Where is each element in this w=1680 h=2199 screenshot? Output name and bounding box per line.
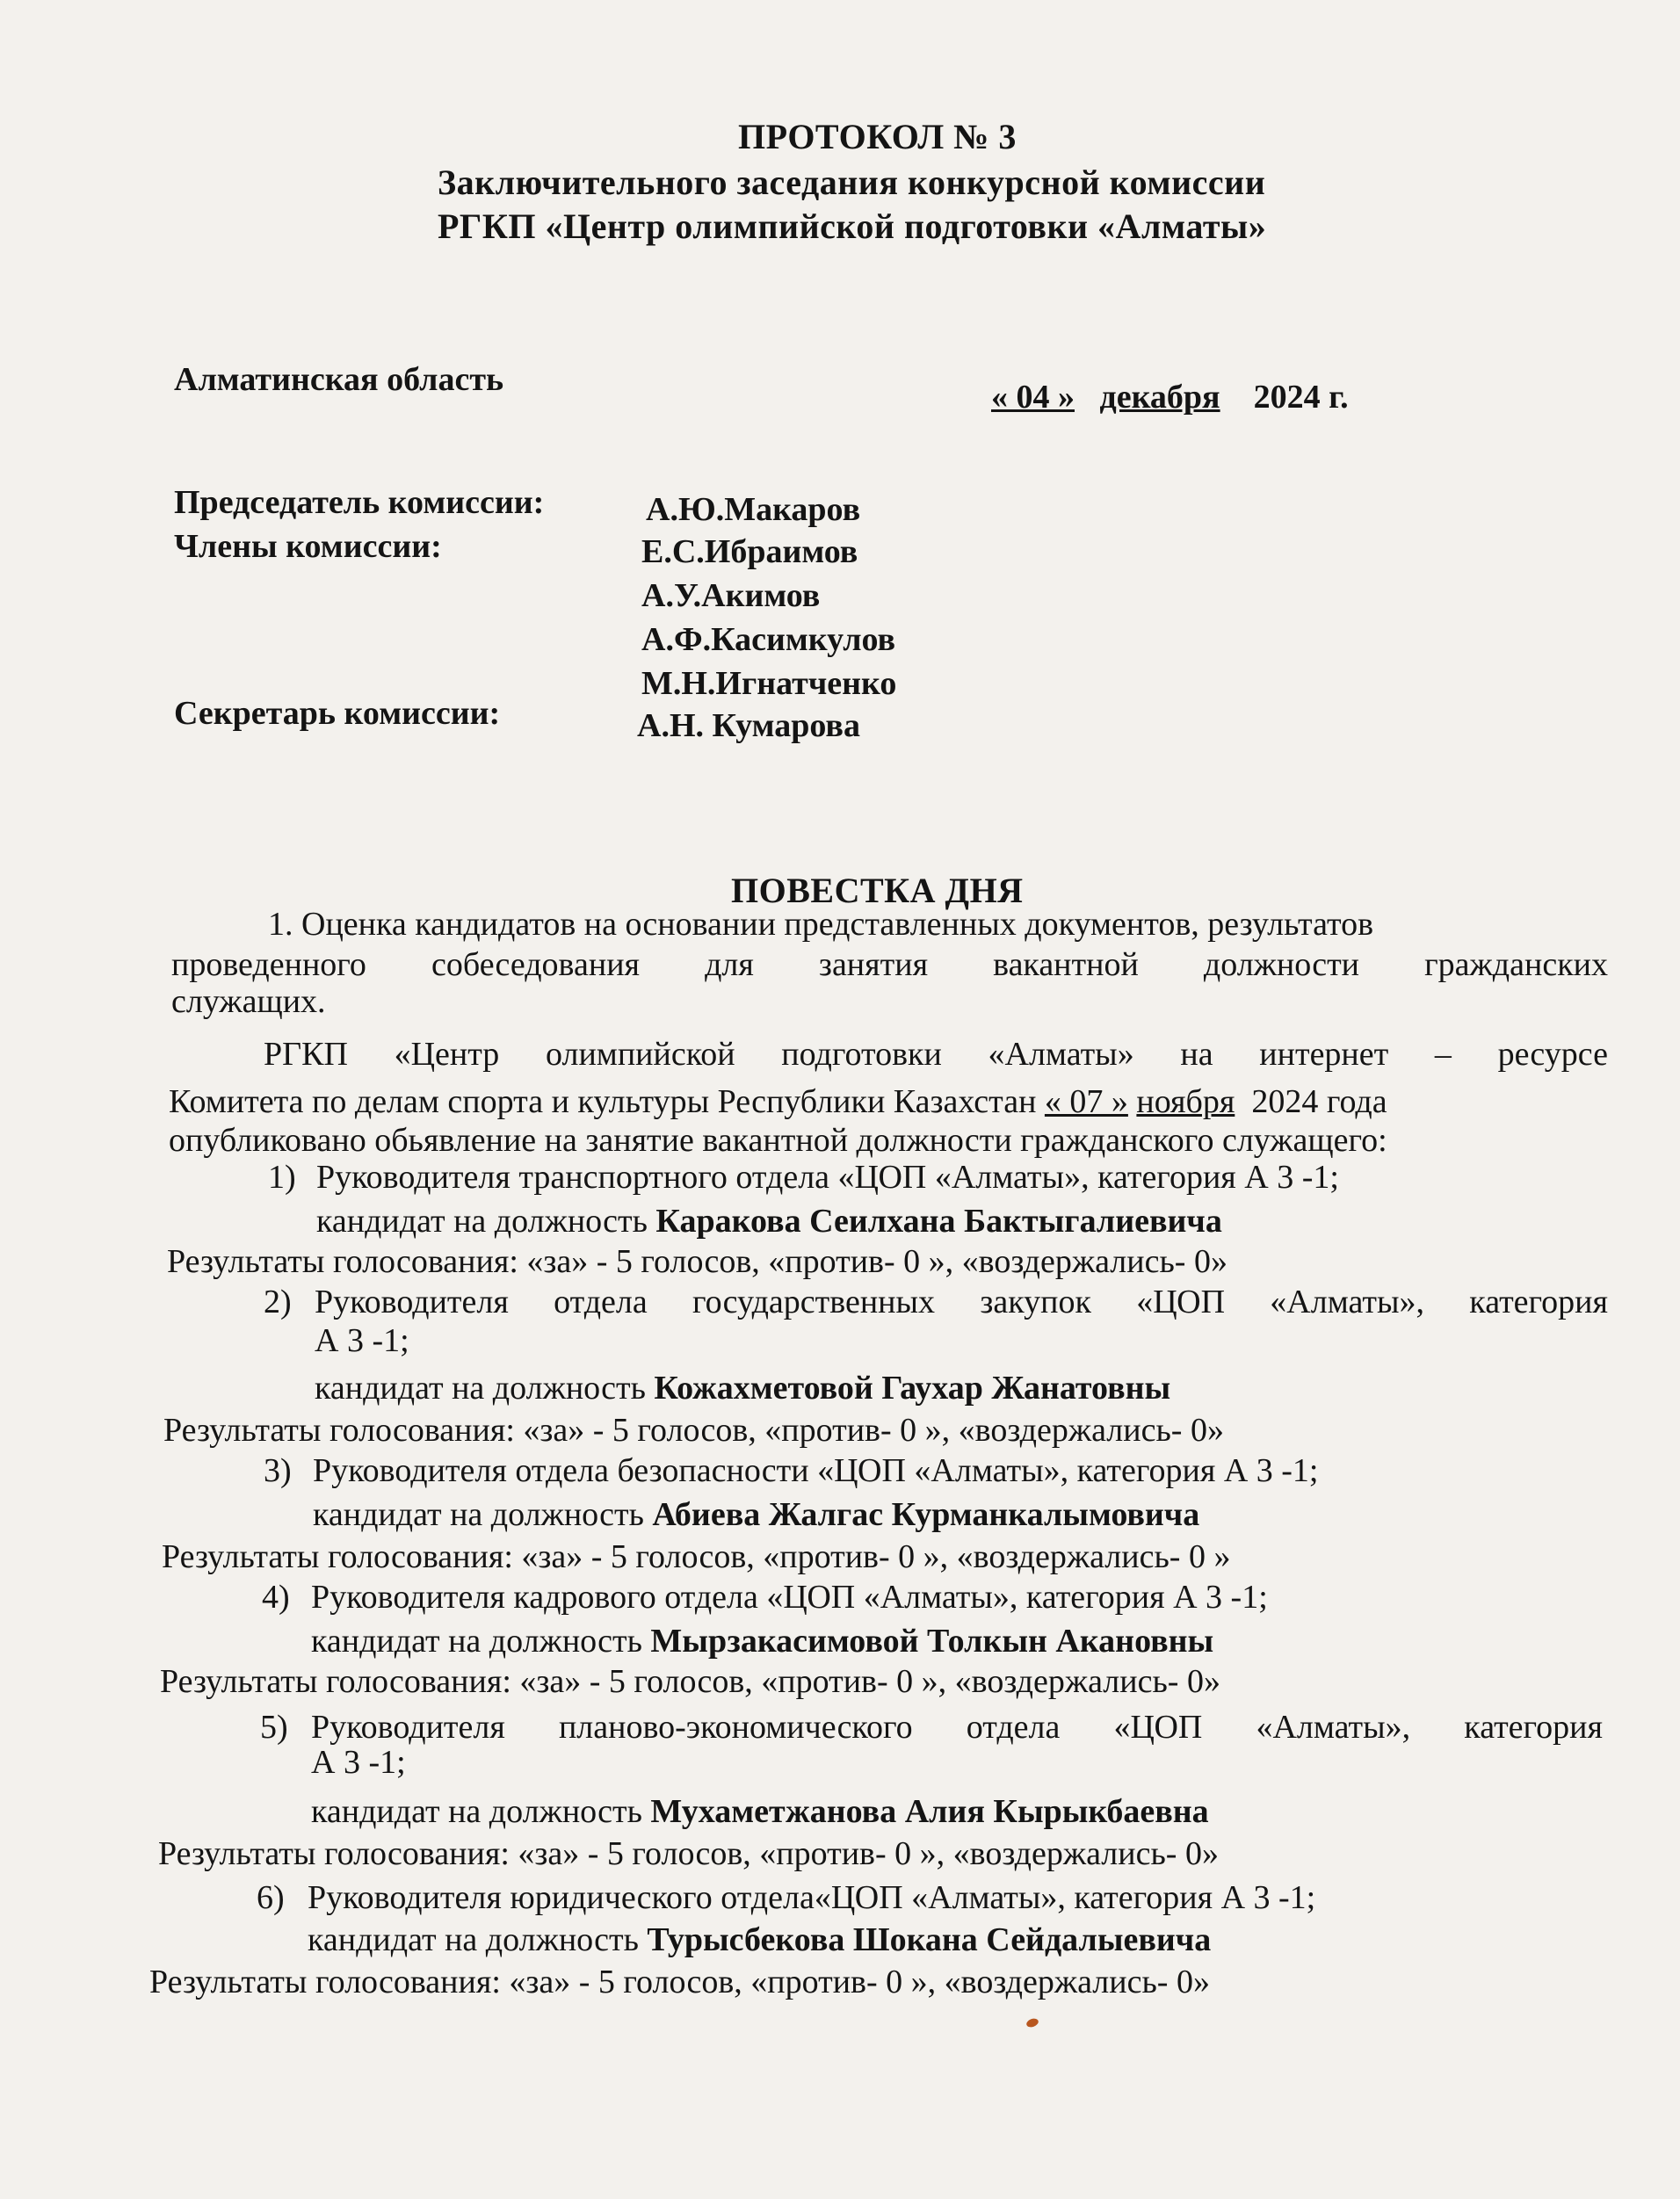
protocol-title: ПРОТОКОЛ № 3 — [738, 117, 1017, 156]
voting-results: Результаты голосования: «за» - 5 голосов, «против- 0 », «воздержались- 0 » — [162, 1538, 1231, 1575]
position-title: Руководителя отдела государственных закупок «ЦОП «Алматы», категория — [315, 1284, 1608, 1320]
publish-month: ноября — [1136, 1083, 1235, 1120]
ink-spot — [1025, 2017, 1039, 2029]
agenda-item-line: проведенного собеседования для занятия вакантной должности гражданских — [171, 946, 1608, 983]
position-title: Руководителя отдела безопасности «ЦОП «Алматы», категория А 3 -1; — [313, 1452, 1319, 1489]
secretary-name: А.Н. Кумарова — [637, 707, 860, 744]
candidate-name: Мырзакасимовой Толкын Акановны — [650, 1623, 1214, 1660]
date-day: « 04 » — [991, 379, 1075, 416]
position-number: 4) — [262, 1579, 290, 1616]
publish-day: « 07 » — [1044, 1083, 1128, 1120]
members-label: Члены комиссии: — [174, 528, 442, 565]
date-line — [991, 378, 1349, 416]
candidate-line: кандидат на должность Кожахметовой Гаухар Жанатовны — [315, 1370, 1171, 1407]
candidate-name: Каракова Сеилхана Бактыгалиевича — [655, 1203, 1222, 1240]
position-title: Руководителя кадрового отдела «ЦОП «Алматы», категория А 3 -1; — [311, 1579, 1268, 1616]
member-name: Е.С.Ибраимов — [641, 533, 858, 570]
position-title: Руководителя планово-экономического отдела «ЦОП «Алматы», категория — [311, 1709, 1603, 1746]
position-number: 2) — [264, 1284, 292, 1320]
candidate-name: Кожахметовой Гаухар Жанатовны — [654, 1370, 1171, 1407]
date-month: декабря — [1099, 379, 1220, 416]
intro-line: РГКП «Центр олимпийской подготовки «Алматы» на интернет – ресурсе — [264, 1036, 1608, 1073]
date-year: 2024 г. — [1253, 379, 1349, 416]
agenda-item-line: 1. Оценка кандидатов на основании представленных документов, результатов — [268, 906, 1374, 943]
voting-results: Результаты голосования: «за» - 5 голосов, «против- 0 », «воздержались- 0» — [163, 1412, 1224, 1449]
secretary-label: Секретарь комиссии: — [174, 695, 501, 732]
position-title: Руководителя транспортного отдела «ЦОП «Алматы», категория А 3 -1; — [316, 1159, 1339, 1196]
position-number: 3) — [264, 1452, 292, 1489]
position-number: 1) — [268, 1159, 296, 1196]
chair-label: Председатель комиссии: — [174, 484, 545, 521]
position-number: 5) — [260, 1709, 288, 1746]
intro-line: опубликовано обьявление на занятие вакантной должности гражданского служащего: — [169, 1122, 1387, 1159]
candidate-name: Мухаметжанова Алия Кырыкбаевна — [650, 1793, 1209, 1830]
candidate-line: кандидат на должность Абиева Жалгас Курманкалымовича — [313, 1496, 1200, 1533]
agenda-item-line: служащих. — [171, 983, 326, 1020]
candidate-name: Турысбекова Шокана Сейдалыевича — [647, 1921, 1212, 1958]
member-name: М.Н.Игнатченко — [641, 665, 897, 702]
intro-line: Комитета по делам спорта и культуры Республики Казахстан « 07 » ноября 2024 года — [169, 1083, 1387, 1120]
agenda-title: ПОВЕСТКА ДНЯ — [731, 871, 1024, 910]
position-title: А 3 -1; — [315, 1322, 409, 1359]
position-title: А 3 -1; — [311, 1744, 406, 1781]
voting-results: Результаты голосования: «за» - 5 голосов, «против- 0 », «воздержались- 0» — [158, 1835, 1219, 1872]
voting-results: Результаты голосования: «за» - 5 голосов, «против- 0 », «воздержались- 0» — [160, 1663, 1220, 1700]
voting-results: Результаты голосования: «за» - 5 голосов, «против- 0 », «воздержались- 0» — [149, 1964, 1210, 2000]
candidate-line: кандидат на должность Мырзакасимовой Толкын Акановны — [311, 1623, 1214, 1660]
candidate-line: кандидат на должность Мухаметжанова Алия Кырыкбаевна — [311, 1793, 1209, 1830]
position-number: 6) — [257, 1879, 285, 1916]
position-title: Руководителя юридического отдела«ЦОП «Алматы», категория А 3 -1; — [308, 1879, 1316, 1916]
member-name: А.Ф.Касимкулов — [641, 621, 896, 658]
candidate-name: Абиева Жалгас Курманкалымовича — [652, 1496, 1200, 1533]
place: Алматинская область — [174, 361, 504, 398]
chair-name: А.Ю.Макаров — [646, 491, 861, 528]
member-name: А.У.Акимов — [641, 577, 821, 614]
candidate-line: кандидат на должность Каракова Сеилхана Бактыгалиевича — [316, 1203, 1222, 1240]
candidate-line: кандидат на должность Турысбекова Шокана Сейдалыевича — [308, 1921, 1212, 1958]
voting-results: Результаты голосования: «за» - 5 голосов, «против- 0 », «воздержались- 0» — [167, 1243, 1227, 1280]
organization-name: РГКП «Центр олимпийской подготовки «Алматы» — [438, 206, 1267, 246]
protocol-subtitle: Заключительного заседания конкурсной комиссии — [438, 163, 1266, 202]
